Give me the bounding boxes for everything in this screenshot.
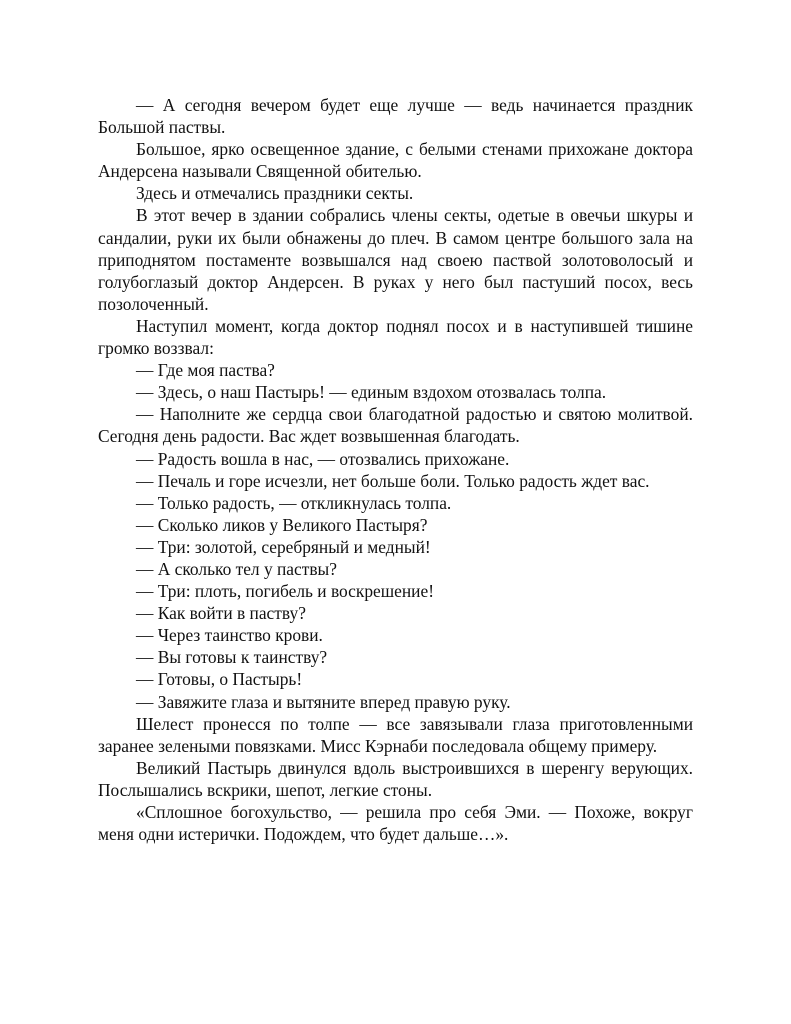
paragraph: Наступил момент, когда доктор поднял посох и в наступившей тишине громко воззвал: — [98, 315, 693, 359]
paragraph: — Три: золотой, серебряный и медный! — [136, 536, 431, 557]
paragraph: — Наполните же сердца свои благодатной радостью и святою молитвой. Сегодня день радости. Вас ждет возвышенная благодать. — [98, 404, 693, 447]
paragraph: Здесь и отмечались праздники секты. — [136, 183, 414, 204]
paragraph: Большое, ярко освещенное здание, с белыми стенами прихожане доктора Андерсена называли Священной обителью. — [98, 139, 693, 182]
paragraph: — Здесь, о наш Пастырь! — единым вздохом отозвалась толпа. — [136, 382, 607, 403]
paragraph: — А сколько тел у паствы? — [136, 558, 337, 579]
paragraph: Великий Пастырь двинулся вдоль выстроившихся в шеренгу верующих. Послышались вскрики, шепот, легкие стоны. — [98, 757, 693, 800]
paragraph: Шелест пронесся по толпе — все завязывали глаза приготовленными заранее зелеными повязками. Мисс Кэрнаби последовала общему примеру. — [98, 713, 693, 756]
paragraph: — А сегодня вечером будет еще лучше — ведь начинается праздник Большой паствы. — [98, 95, 693, 138]
paragraph: — Завяжите глаза и вытяните вперед правую руку. — [136, 691, 511, 712]
paragraph: — Только радость, — откликнулась толпа. — [136, 492, 452, 513]
paragraph: — Сколько ликов у Великого Пастыря? — [136, 514, 428, 535]
paragraph: — Как войти в паству? — [136, 603, 306, 624]
body-text — [98, 94, 693, 845]
paragraph: — Готовы, о Пастырь! — [136, 669, 303, 690]
paragraph: — Через таинство крови. — [136, 625, 323, 646]
paragraph: — Где моя паства? — [136, 360, 275, 381]
paragraph: — Три: плоть, погибель и воскрешение! — [136, 581, 434, 602]
paragraph: — Печаль и горе исчезли, нет больше боли. Только радость ждет вас. — [136, 470, 650, 491]
paragraph: В этот вечер в здании собрались члены секты, одетые в овечьи шкуры и сандалии, руки их были обнажены до плеч. В самом центре большого зала на приподнятом постаменте возвышался над своею паствой золотоволосый и голубоглазый доктор Андерсен. В руках у него был пастуший посох, весь позолоченный. — [98, 205, 693, 314]
paragraph: «Сплошное богохульство, — решила про себя Эми. — Похоже, вокруг меня одни истерички. Подождем, что будет дальше…». — [98, 802, 693, 845]
paragraph: — Радость вошла в нас, — отозвались прихожане. — [136, 448, 510, 469]
paragraph: — Вы готовы к таинству? — [136, 647, 328, 668]
